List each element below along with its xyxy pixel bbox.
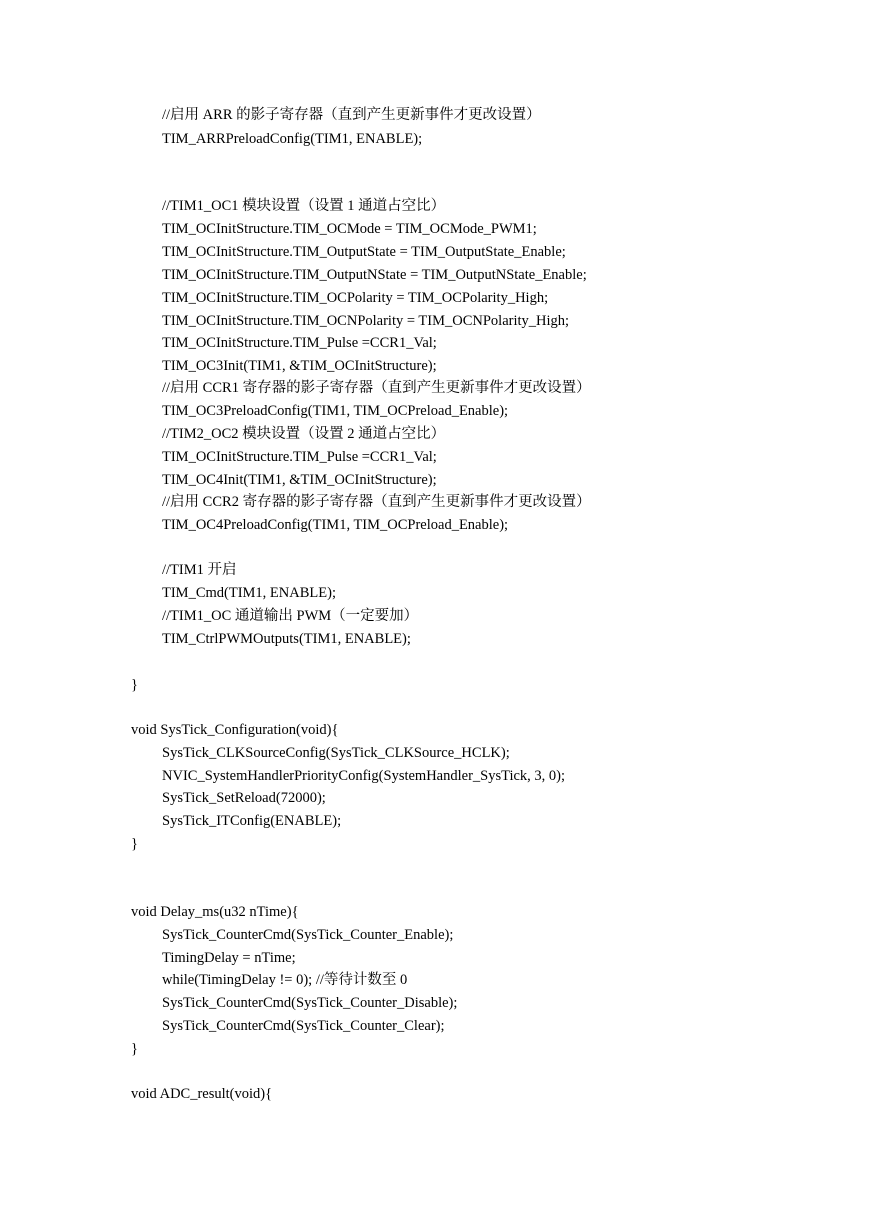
code-line: TimingDelay = nTime; xyxy=(162,950,296,966)
code-comment: //启用 CCR2 寄存器的影子寄存器（直到产生更新事件才更改设置） xyxy=(162,494,591,510)
code-comment: //TIM2_OC2 模块设置（设置 2 通道占空比） xyxy=(162,426,446,442)
code-line: SysTick_CLKSourceConfig(SysTick_CLKSource_HCLK); xyxy=(162,745,510,761)
code-line: TIM_CtrlPWMOutputs(TIM1, ENABLE); xyxy=(162,631,411,647)
code-comment: //启用 ARR 的影子寄存器（直到产生更新事件才更改设置） xyxy=(162,107,541,123)
code-line: SysTick_SetReload(72000); xyxy=(162,790,326,806)
code-line: TIM_OCInitStructure.TIM_Pulse =CCR1_Val; xyxy=(162,449,437,465)
code-comment: //TIM1_OC 通道输出 PWM（一定要加） xyxy=(162,608,419,624)
code-line: SysTick_CounterCmd(SysTick_Counter_Clear); xyxy=(162,1018,445,1034)
code-comment: //TIM1 开启 xyxy=(162,562,237,578)
code-line: SysTick_CounterCmd(SysTick_Counter_Enable); xyxy=(162,927,454,943)
code-line: TIM_OCInitStructure.TIM_OutputNState = TIM_OutputNState_Enable; xyxy=(162,267,587,283)
code-line: TIM_OCInitStructure.TIM_OCMode = TIM_OCMode_PWM1; xyxy=(162,221,537,237)
code-comment: //启用 CCR1 寄存器的影子寄存器（直到产生更新事件才更改设置） xyxy=(162,380,591,396)
code-line: TIM_OCInitStructure.TIM_Pulse =CCR1_Val; xyxy=(162,335,437,351)
function-signature: void SysTick_Configuration(void){ xyxy=(131,722,339,738)
code-line: TIM_OC4Init(TIM1, &TIM_OCInitStructure); xyxy=(162,472,437,488)
closing-brace: } xyxy=(131,677,138,693)
code-line: TIM_OC3PreloadConfig(TIM1, TIM_OCPreload_Enable); xyxy=(162,403,509,419)
code-line: while(TimingDelay != 0); //等待计数至 0 xyxy=(162,972,408,988)
code-line: NVIC_SystemHandlerPriorityConfig(SystemHandler_SysTick, 3, 0); xyxy=(162,768,566,784)
code-line: TIM_OCInitStructure.TIM_OCNPolarity = TIM_OCNPolarity_High; xyxy=(162,313,570,329)
code-comment: //TIM1_OC1 模块设置（设置 1 通道占空比） xyxy=(162,198,446,214)
code-line: TIM_ARRPreloadConfig(TIM1, ENABLE); xyxy=(162,131,423,147)
code-line: SysTick_CounterCmd(SysTick_Counter_Disable); xyxy=(162,995,458,1011)
code-line: TIM_Cmd(TIM1, ENABLE); xyxy=(162,585,336,601)
closing-brace: } xyxy=(131,836,138,852)
closing-brace: } xyxy=(131,1041,138,1057)
code-line: TIM_OC4PreloadConfig(TIM1, TIM_OCPreload_Enable); xyxy=(162,517,509,533)
function-signature: void ADC_result(void){ xyxy=(131,1086,273,1102)
function-signature: void Delay_ms(u32 nTime){ xyxy=(131,904,299,920)
code-line: TIM_OC3Init(TIM1, &TIM_OCInitStructure); xyxy=(162,358,437,374)
code-line: TIM_OCInitStructure.TIM_OCPolarity = TIM_OCPolarity_High; xyxy=(162,290,549,306)
code-line: TIM_OCInitStructure.TIM_OutputState = TIM_OutputState_Enable; xyxy=(162,244,566,260)
code-line: SysTick_ITConfig(ENABLE); xyxy=(162,813,342,829)
